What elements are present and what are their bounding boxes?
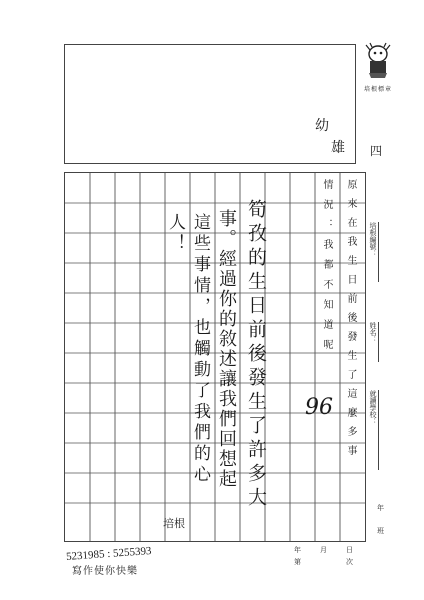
header-box [64,44,356,164]
date-month-label: 月 [320,546,327,554]
code-line [378,222,379,282]
teacher-col-2: 原來在我生日前後發生了這麼多事 [345,179,356,464]
page-first-label: 第 [294,558,301,566]
page-count-label: 次 [346,558,353,566]
header-line-2: 雄 [331,140,345,156]
grade-label: 年 [377,504,384,512]
essay-col-2: 事。經過你的敘述讓我們回想起 [216,209,237,489]
class-label: 班 [377,527,384,535]
date-day-label: 日 [346,546,353,554]
mascot-icon [360,42,396,80]
essay-col-1: 筍孜的生日前後發生了許多大 [245,199,267,511]
footer-phone: 5231985 : 5255393 [65,545,152,563]
header-line-1: 幼 [315,118,329,134]
code-label: 培根編號： [369,222,378,257]
corner-mark: 四 [370,144,383,158]
school-line [378,390,379,470]
footer-slogan: 寫作使你快樂 [72,566,138,577]
signature: 培根 [163,517,185,530]
name-label: 姓名： [369,322,378,343]
score-mark: 96 [305,395,333,420]
essay-col-3: 這些事情，也觸動了我們的心人！ [165,213,210,486]
logo [360,42,396,93]
date-year-label: 年 [294,546,301,554]
school-label: 就讀學校： [369,390,378,425]
name-line [378,322,379,362]
teacher-col-1: 情況：我都不知道呢 [321,179,332,359]
writing-grid [64,172,366,542]
logo-label: 培根標章 [363,86,392,93]
